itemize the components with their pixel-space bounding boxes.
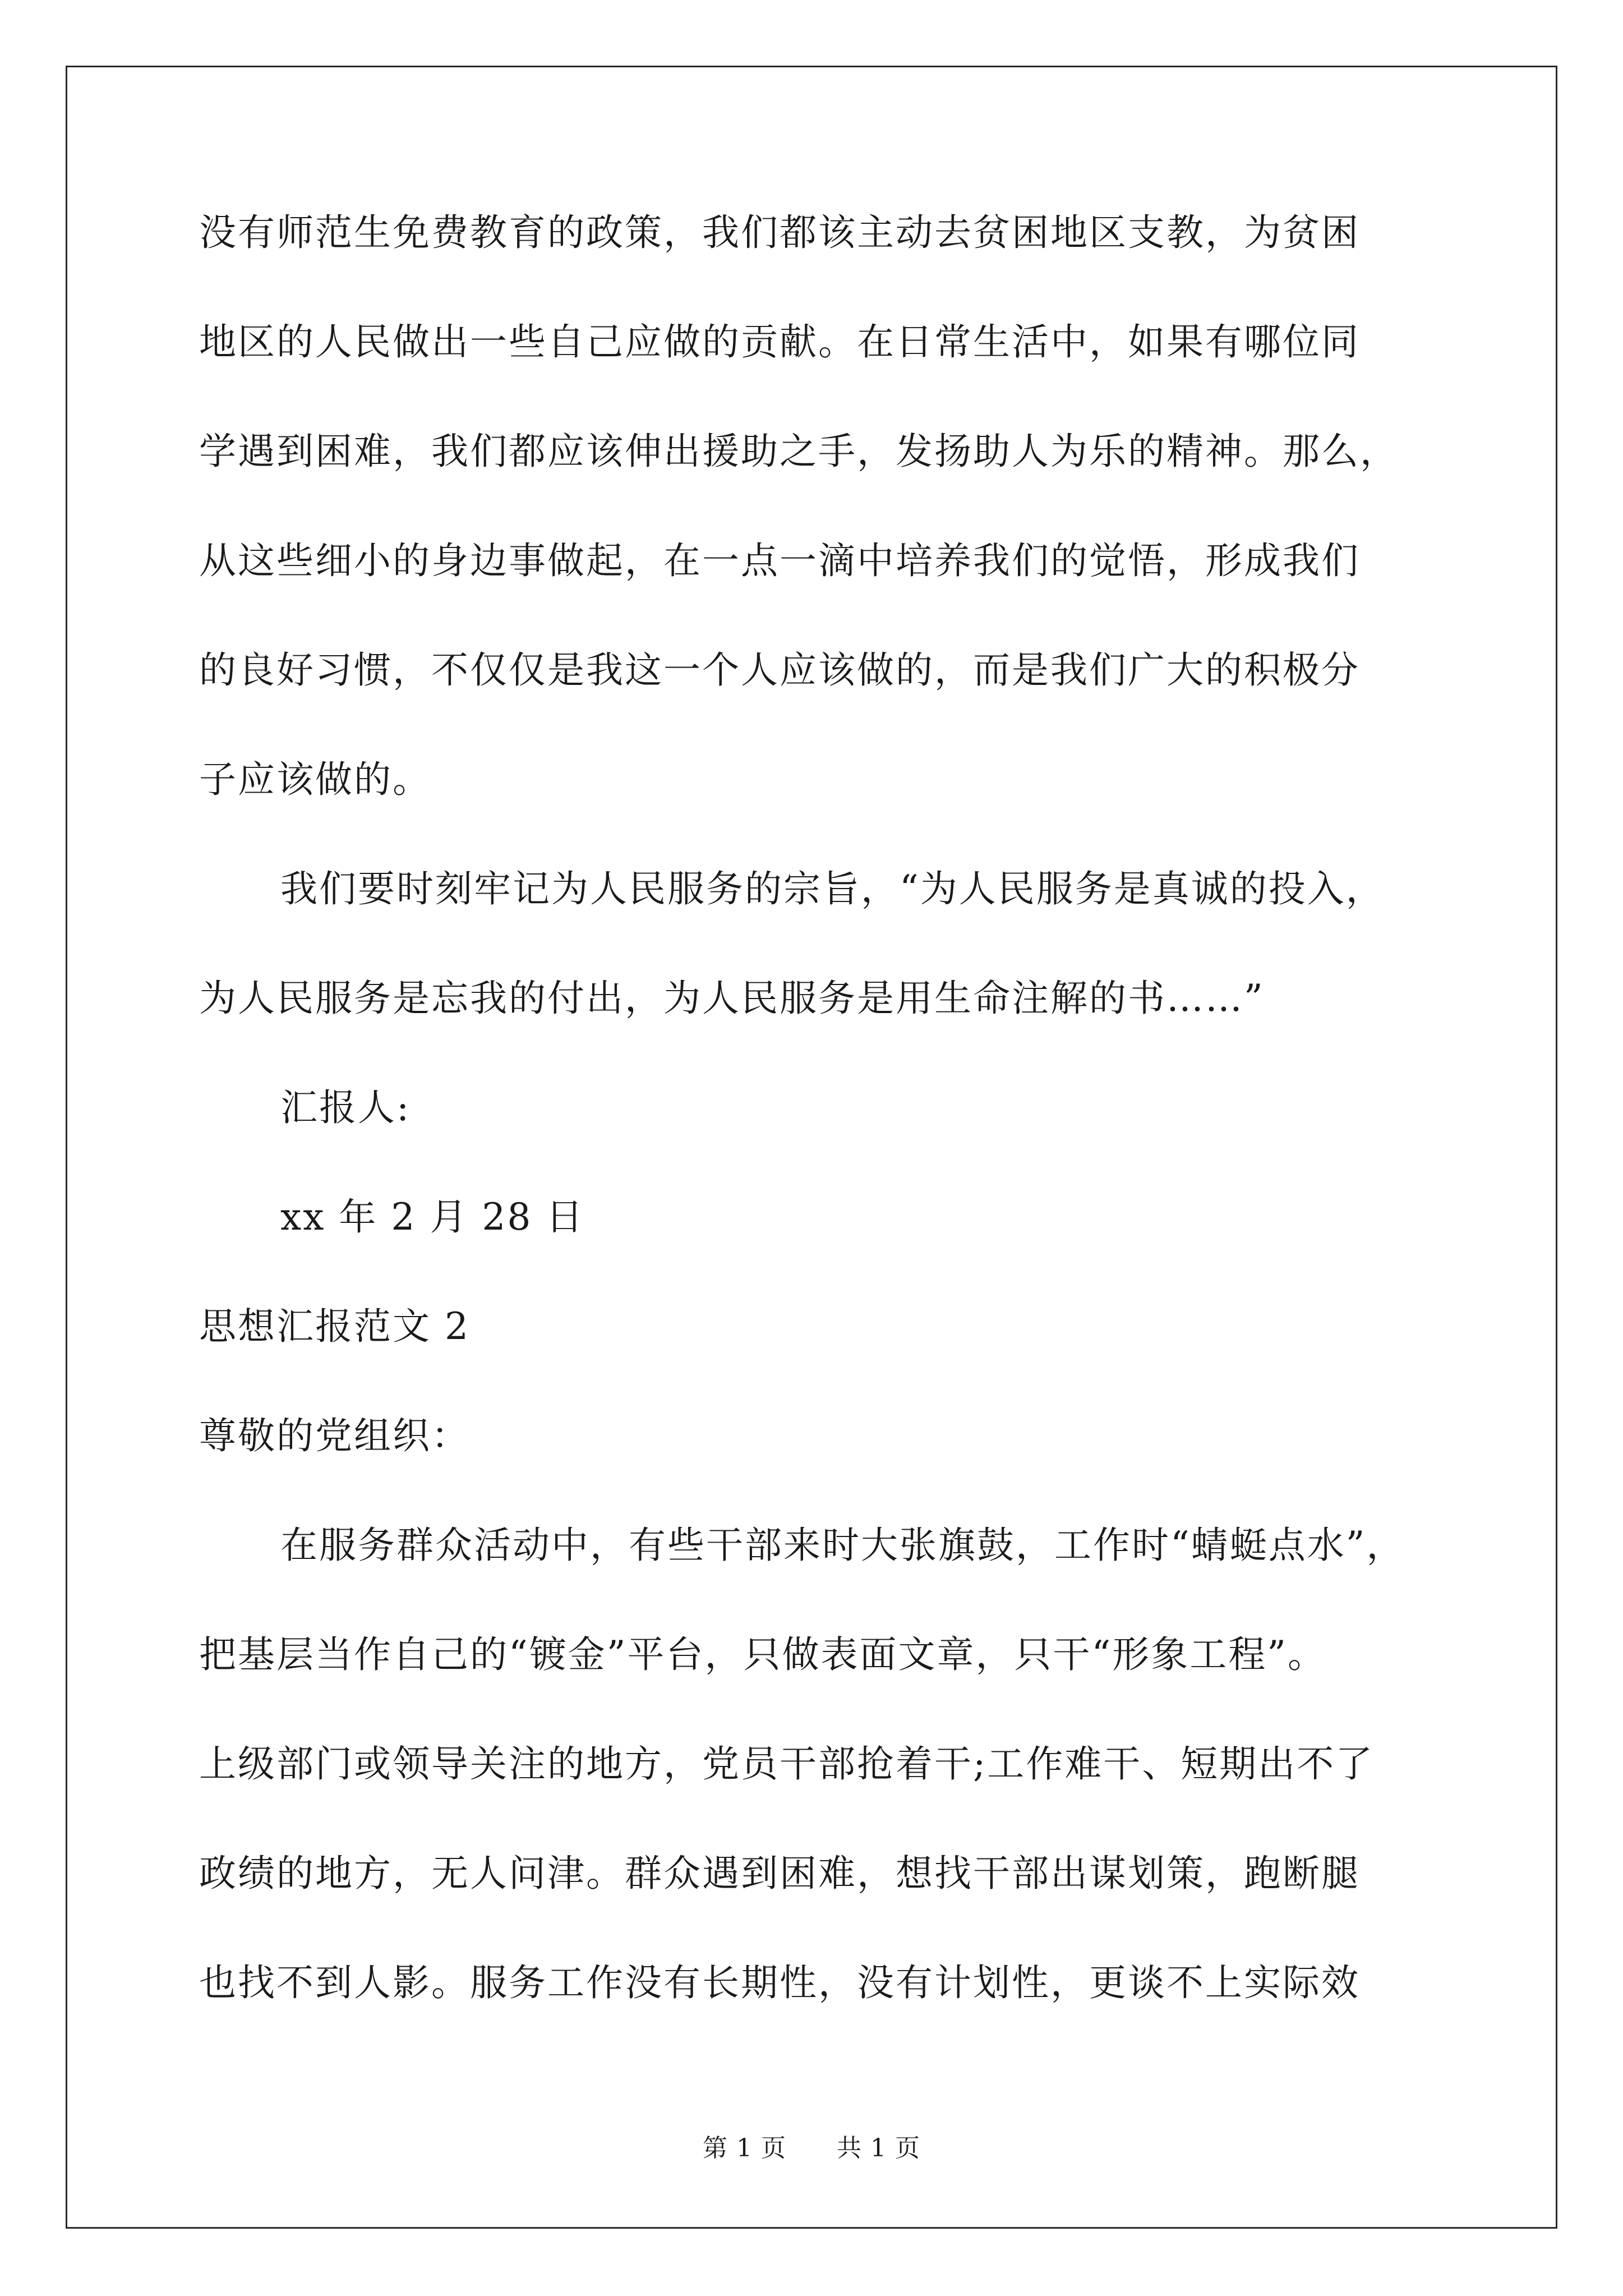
body-line: 也找不到人影。服务工作没有长期性，没有计划性，更谈不上实际效 xyxy=(199,1961,1360,2004)
reporter-label: 汇报人: xyxy=(280,1086,411,1129)
body-line: 子应该做的。 xyxy=(199,758,431,801)
body-line: 的良好习惯，不仅仅是我这一个人应该做的，而是我们广大的积极分 xyxy=(199,648,1360,692)
paragraph-start-line: 我们要时刻牢记为人民服务的宗旨，“为人民服务是真诚的投入， xyxy=(280,867,1385,910)
body-line: 把基层当作自己的“镀金”平台，只做表面文章，只干“形象工程”。 xyxy=(199,1633,1326,1676)
body-line: 为人民服务是忘我的付出，为人民服务是用生命注解的书……” xyxy=(199,977,1265,1020)
body-line: 学遇到困难，我们都应该伸出援助之手，发扬助人为乐的精神。那么， xyxy=(199,430,1399,473)
body-line: 政绩的地方，无人问津。群众遇到困难，想找干部出谋划策，跑断腿 xyxy=(199,1852,1360,1895)
body-line: 上级部门或领导关注的地方，党员干部抢着干;工作难干、短期出不了 xyxy=(199,1742,1375,1786)
body-line: 从这些细小的身边事做起，在一点一滴中培养我们的觉悟，形成我们 xyxy=(199,539,1360,582)
section-heading: 思想汇报范文 2 xyxy=(199,1305,470,1348)
page-total: 共 1 页 xyxy=(837,2134,920,2162)
page-footer xyxy=(0,2132,1623,2165)
report-date: xx 年 2 月 28 日 xyxy=(280,1195,585,1239)
page-number: 第 1 页 xyxy=(703,2134,786,2162)
page-border xyxy=(66,66,1557,2229)
paragraph-start-line: 在服务群众活动中，有些干部来时大张旗鼓，工作时“蜻蜓点水”， xyxy=(280,1524,1405,1567)
body-line: 没有师范生免费教育的政策，我们都该主动去贫困地区支教，为贫困 xyxy=(199,211,1360,254)
body-line: 地区的人民做出一些自己应做的贡献。在日常生活中，如果有哪位同 xyxy=(199,320,1360,364)
salutation: 尊敬的党组织： xyxy=(199,1414,470,1457)
